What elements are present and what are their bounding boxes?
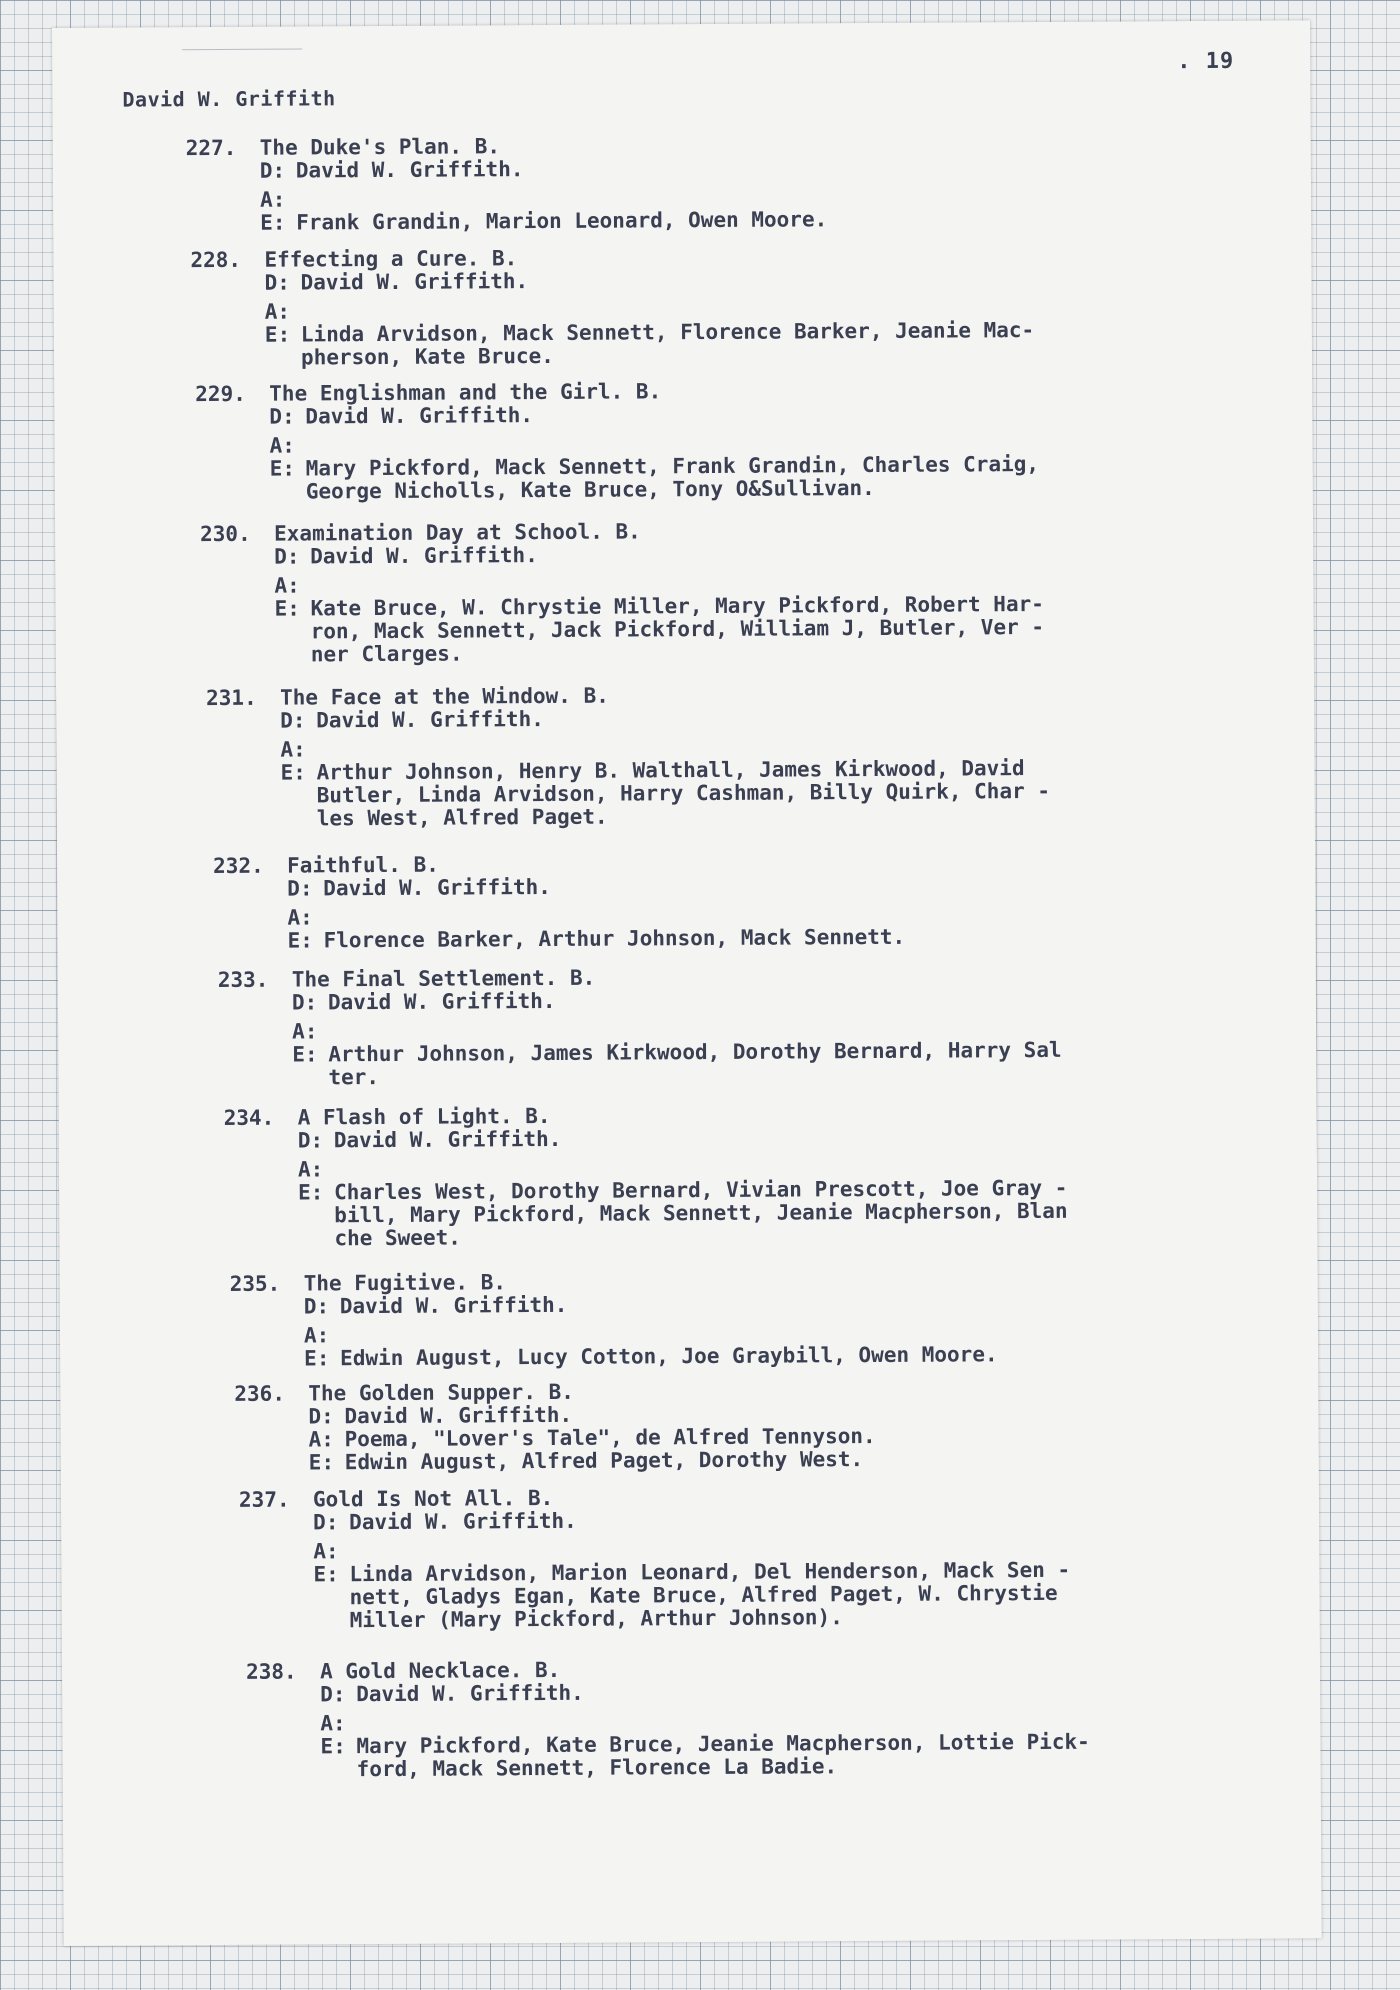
- entry-director: David W. Griffith.: [327, 988, 556, 1015]
- entry-number: 228.: [190, 247, 242, 273]
- typed-page: [52, 20, 1322, 1946]
- entry-number: 236.: [234, 1381, 285, 1406]
- entry-cast-continued: che Sweet.: [334, 1225, 461, 1251]
- entry-cast: Florence Barker, Arthur Johnson, Mack Sennett.: [323, 924, 906, 953]
- entry-cast: Linda Arvidson, Marion Leonard, Del Henderson, Mack Sen -: [349, 1557, 1071, 1587]
- entry-cast-continued: ter.: [328, 1065, 380, 1090]
- entry-director: David W. Griffith.: [356, 1680, 584, 1707]
- entry-cast: Mary Pickford, Kate Bruce, Jeanie Macpherson, Lottie Pick-: [356, 1729, 1090, 1759]
- filmography-entry: 233. The Final Settlement. B. D: David W. Griffith. A: E: Arthur Johnson, James Kirkwood, Dorothy Bernard, Harry Sal ter.: [217, 965, 1062, 1090]
- entry-argument: Poema, "Lover's Tale", de Alfred Tennyson.: [344, 1423, 876, 1452]
- entry-title: The Englishman and the Girl. B.: [269, 379, 662, 406]
- entry-title: The Face at the Window. B.: [280, 683, 609, 710]
- entry-director: David W. Griffith.: [344, 1402, 573, 1429]
- entry-cast: Mary Pickford, Mack Sennett, Frank Grandin, Charles Craig,: [305, 451, 1040, 481]
- entry-director: David W. Griffith.: [333, 1126, 562, 1153]
- filmography-entry: 234. A Flash of Light. B. D: David W. Griffith. A: E: Charles West, Dorothy Bernard, Vivian Prescott, Joe Gray - bill, Mary Pickford, Mack Sennett, Jeanie Macpherson, Blan che Sweet.: [223, 1103, 1068, 1251]
- entry-cast-continued: ron, Mack Sennett, Jack Pickford, William J, Butler, Ver -: [310, 614, 1045, 644]
- entry-title: The Fugitive. B.: [303, 1270, 507, 1296]
- entry-cast-continued: Butler, Linda Arvidson, Harry Cashman, Billy Quirk, Char -: [316, 778, 1051, 808]
- entry-number: 235.: [229, 1271, 281, 1296]
- entry-director: David W. Griffith.: [305, 403, 534, 429]
- filmography-entry: 237. Gold Is Not All. B. D: David W. Griffith. A: E: Linda Arvidson, Marion Leonard, Del Henderson, Mack Sen - nett, Gladys Egan, Kate Bruce, Alfred Paget, W. Chrystie Miller (Mary Pickford, Arthur Johnson).: [238, 1485, 1071, 1633]
- entry-title: A Flash of Light. B.: [297, 1103, 551, 1130]
- entry-number: 230.: [200, 521, 251, 547]
- entry-title: Effecting a Cure. B.: [264, 246, 518, 272]
- entry-cast-continued: ner Clarges.: [310, 641, 463, 667]
- filmography-entry: 227. The Duke's Plan. B. D: David W. Griffith. A: E: Frank Grandin, Marion Leonard, Owen Moore.: [185, 134, 828, 235]
- entry-number: 237.: [238, 1487, 290, 1512]
- entry-title: A Gold Necklace. B.: [319, 1657, 561, 1684]
- entry-number: 229.: [195, 381, 246, 407]
- entry-cast-continued: pherson, Kate Bruce.: [300, 343, 554, 370]
- entry-number: 227.: [185, 135, 237, 161]
- entry-cast: Edwin August, Alfred Paget, Dorothy West.: [344, 1447, 864, 1475]
- entry-title: The Duke's Plan. B.: [259, 134, 501, 160]
- entry-title: The Final Settlement. B.: [291, 965, 596, 992]
- entry-cast-continued: nett, Gladys Egan, Kate Bruce, Alfred Paget, W. Chrystie: [349, 1580, 1058, 1610]
- entry-cast-continued: George Nicholls, Kate Bruce, Tony O&Sullivan.: [305, 475, 875, 504]
- filmography-entry: 231. The Face at the Window. B. D: David W. Griffith. A: E: Arthur Johnson, Henry B. Walthall, James Kirkwood, David Butler, Linda Arvidson, Harry Cashman, Billy Quirk, Char - les West, Alfred Paget.: [206, 683, 1051, 831]
- filmography-entry: 230. Examination Day at School. B. D: David W. Griffith. A: E: Kate Bruce, W. Chrystie Miller, Mary Pickford, Robert Har- ron, Mack Sennett, Jack Pickford, William J, Butler, Ver - ner Clarges.: [200, 519, 1045, 667]
- entry-director: David W. Griffith.: [295, 157, 524, 183]
- entry-cast-continued: bill, Mary Pickford, Mack Sennett, Jeanie Macpherson, Blan: [334, 1198, 1068, 1228]
- author-heading: David W. Griffith: [122, 86, 336, 112]
- filmography-entry: 236. The Golden Supper. B. D: David W. Griffith. A: Poema, "Lover's Tale", de Alfred Tennyson. E: Edwin August, Alfred Paget, Dorothy West.: [234, 1379, 876, 1475]
- page-number: . 19: [1177, 48, 1235, 75]
- entry-number: 233.: [217, 967, 269, 993]
- entry-title: Examination Day at School. B.: [274, 519, 641, 546]
- entry-title: Gold Is Not All. B.: [312, 1485, 554, 1512]
- filmography-entry: 228. Effecting a Cure. B. D: David W. Griffith. A: E: Linda Arvidson, Mack Sennett, Florence Barker, Jeanie Mac- pherson, Kate Bruce.: [190, 246, 1035, 370]
- entry-number: 231.: [206, 685, 257, 711]
- entry-cast: Frank Grandin, Marion Leonard, Owen Moore.: [296, 207, 828, 235]
- entry-cast-continued: les West, Alfred Paget.: [316, 804, 608, 831]
- entry-cast: Kate Bruce, W. Chrystie Miller, Mary Pickford, Robert Har-: [310, 591, 1044, 621]
- filmography-entry: 235. The Fugitive. B. D: David W. Griffith. A: E: Edwin August, Lucy Cotton, Joe Graybill, Owen Moore.: [229, 1270, 998, 1371]
- entry-number: 234.: [223, 1105, 275, 1130]
- entry-cast-continued: ford, Mack Sennett, Florence La Badie.: [356, 1754, 838, 1782]
- entry-number: 232.: [213, 853, 264, 879]
- entry-cast: Arthur Johnson, Henry B. Walthall, James Kirkwood, David: [316, 756, 1025, 785]
- filmography-entry: 229. The Englishman and the Girl. B. D: David W. Griffith. A: E: Mary Pickford, Mack Sennett, Frank Grandin, Charles Craig, George Nicholls, Kate Bruce, Tony O&Sullivan.: [195, 379, 1040, 504]
- top-rule: [182, 48, 302, 50]
- entry-director: David W. Griffith.: [349, 1508, 577, 1535]
- entry-director: David W. Griffith.: [323, 874, 551, 901]
- entry-director: David W. Griffith.: [310, 543, 538, 569]
- entry-title: Faithful. B.: [287, 852, 439, 878]
- entry-cast: Edwin August, Lucy Cotton, Joe Graybill, Owen Moore.: [340, 1342, 998, 1371]
- entry-number: 238.: [245, 1659, 297, 1684]
- filmography-entry: 238. A Gold Necklace. B. D: David W. Griffith. A: E: Mary Pickford, Kate Bruce, Jeanie Macpherson, Lottie Pick- ford, Mack Sennett, Florence La Badie.: [245, 1657, 1090, 1782]
- entry-cast: Linda Arvidson, Mack Sennett, Florence Barker, Jeanie Mac-: [300, 318, 1035, 347]
- entry-cast: Arthur Johnson, James Kirkwood, Dorothy Bernard, Harry Sal: [328, 1037, 1062, 1067]
- entry-title: The Golden Supper. B.: [308, 1379, 574, 1406]
- filmography-entry: 232. Faithful. B. D: David W. Griffith. A: E: Florence Barker, Arthur Johnson, Mack Sennett.: [213, 852, 906, 953]
- entry-director: David W. Griffith.: [300, 269, 529, 295]
- entry-director: David W. Griffith.: [316, 707, 544, 733]
- entry-director: David W. Griffith.: [339, 1292, 568, 1319]
- entry-cast-continued: Miller (Mary Pickford, Arthur Johnson).: [349, 1605, 843, 1633]
- entry-cast: Charles West, Dorothy Bernard, Vivian Prescott, Joe Gray -: [334, 1175, 1068, 1205]
